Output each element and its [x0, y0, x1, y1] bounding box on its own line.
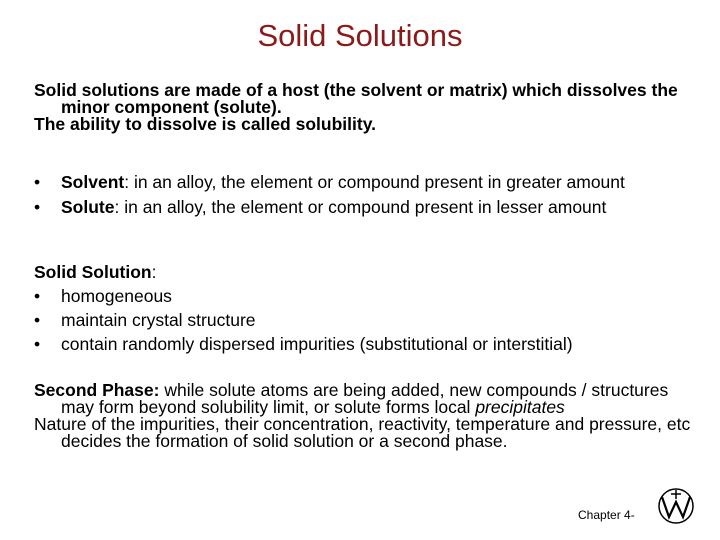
bullet: • — [34, 172, 41, 192]
solid-solution-heading-row — [34, 264, 704, 281]
definition-text: : in an alloy, the element or compound present in lesser amount — [114, 197, 607, 217]
definitions-list — [34, 174, 704, 216]
chapter-label: Chapter 4- — [578, 508, 635, 522]
bullet: • — [34, 334, 41, 354]
list-item — [34, 312, 704, 329]
list-item — [34, 336, 704, 353]
solid-solution-heading: Solid Solution — [34, 262, 152, 282]
list-item-text: maintain crystal structure — [61, 310, 256, 330]
list-item-text: contain randomly dispersed impurities (substitutional or interstitial) — [61, 334, 573, 354]
second-phase-text: while solute atoms are being added, new compounds / structures may form beyond solubility limit, or solute forms local — [61, 380, 669, 417]
solid-solution-section — [34, 264, 704, 353]
slide-title: Solid Solutions — [257, 18, 463, 53]
bullet: • — [34, 310, 41, 330]
definition-text: : in an alloy, the element or compound present in greater amount — [124, 172, 625, 192]
precipitates-term: precipitates — [475, 397, 565, 417]
definition-term: Solute — [61, 197, 115, 217]
intro-line-2: The ability to dissolve is called solubility. — [34, 114, 376, 134]
bullet: • — [34, 286, 41, 306]
definition-term: Solvent — [61, 172, 125, 192]
intro-block — [34, 82, 704, 133]
bullet: • — [34, 197, 41, 217]
publisher-logo-icon — [654, 487, 698, 525]
nature-paragraph: Nature of the impurities, their concentration, reactivity, temperature and pressure, etc decides the formation of solid solution or a second phase. — [34, 414, 691, 451]
list-item-text: homogeneous — [61, 286, 172, 306]
second-phase-paragraph — [34, 382, 704, 416]
list-item — [34, 288, 704, 305]
definition-item-solvent — [34, 174, 704, 191]
intro-line-1: Solid solutions are made of a host (the solvent or matrix) which dissolves the minor component (solute). — [34, 80, 678, 117]
second-phase-section — [34, 382, 704, 450]
heading-colon: : — [151, 262, 157, 282]
second-phase-term: Second Phase: — [34, 380, 160, 400]
definition-item-solute — [34, 199, 704, 216]
